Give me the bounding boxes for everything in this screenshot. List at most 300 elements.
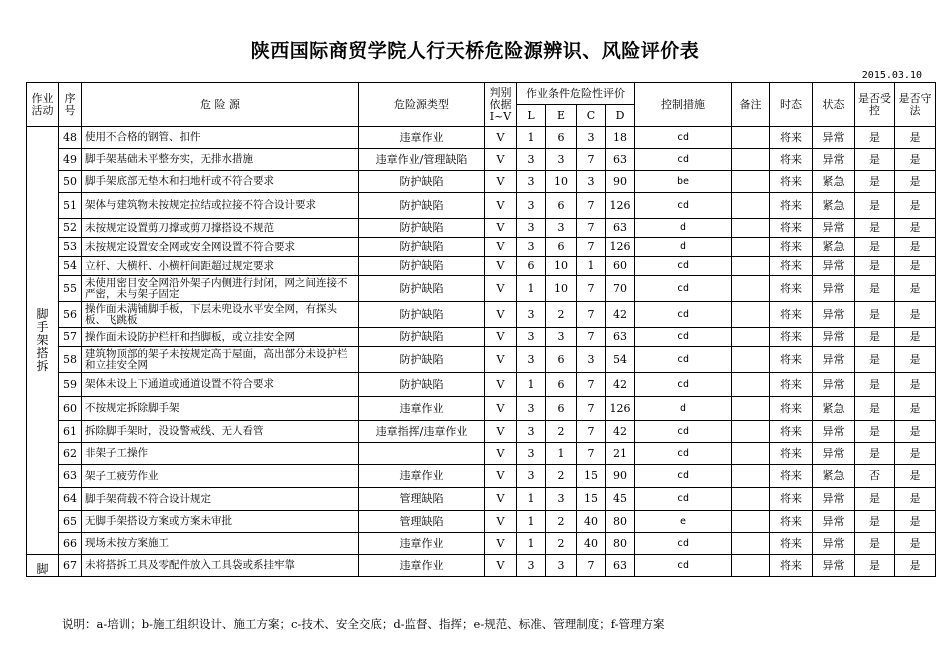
- control-cell: cd: [635, 373, 732, 397]
- header-c: C: [577, 105, 606, 127]
- l-cell: 3: [517, 465, 546, 488]
- c-cell: 7: [577, 276, 606, 302]
- c-cell: 7: [577, 373, 606, 397]
- legal-cell: 是: [895, 465, 936, 488]
- e-cell: 2: [546, 533, 577, 555]
- d-cell: 90: [606, 465, 635, 488]
- l-cell: 3: [517, 421, 546, 443]
- activity-cell: [27, 127, 59, 555]
- state-cell: 紧急: [813, 171, 855, 193]
- l-cell: 3: [517, 347, 546, 373]
- e-cell: 3: [546, 219, 577, 238]
- l-cell: 3: [517, 193, 546, 219]
- c-cell: 7: [577, 328, 606, 347]
- remark-cell: [732, 328, 770, 347]
- basis-cell: V: [485, 421, 517, 443]
- legal-cell: 是: [895, 238, 936, 257]
- legal-cell: 是: [895, 397, 936, 421]
- c-cell: 7: [577, 219, 606, 238]
- l-cell: 3: [517, 238, 546, 257]
- c-cell: 40: [577, 511, 606, 533]
- hazard-cell: 操作面未满铺脚手板，下层未兜设水平安全网，有探头板、飞跳板: [82, 302, 359, 328]
- state-cell: 异常: [813, 421, 855, 443]
- control-cell: cd: [635, 533, 732, 555]
- d-cell: 63: [606, 328, 635, 347]
- header-tense: 时态: [770, 83, 813, 127]
- table-body: [27, 127, 936, 577]
- control-cell: cd: [635, 555, 732, 577]
- seq-cell: 54: [59, 257, 82, 276]
- hazard-type-cell: 防护缺陷: [359, 302, 485, 328]
- header-activity: 作业活动: [27, 83, 59, 127]
- control-cell: cd: [635, 488, 732, 511]
- legal-cell: 是: [895, 533, 936, 555]
- hazard-cell: 脚手架底部无垫木和扫地杆或不符合要求: [82, 171, 359, 193]
- header-controlled: 是否受控: [855, 83, 895, 127]
- seq-cell: 52: [59, 219, 82, 238]
- l-cell: 3: [517, 171, 546, 193]
- control-cell: cd: [635, 276, 732, 302]
- hazard-cell: 未按规定设置剪刀撑或剪刀撑搭设不规范: [82, 219, 359, 238]
- seq-cell: 59: [59, 373, 82, 397]
- tense-cell: 将来: [770, 397, 813, 421]
- e-cell: 6: [546, 238, 577, 257]
- d-cell: 54: [606, 347, 635, 373]
- state-cell: 异常: [813, 373, 855, 397]
- basis-cell: V: [485, 488, 517, 511]
- c-cell: 3: [577, 347, 606, 373]
- hazard-type-cell: 违章作业: [359, 465, 485, 488]
- remark-cell: [732, 555, 770, 577]
- risk-table-container: [26, 82, 932, 599]
- activity-cell-next: 脚: [27, 555, 59, 577]
- seq-cell: 49: [59, 149, 82, 171]
- basis-cell: V: [485, 127, 517, 149]
- control-cell: d: [635, 219, 732, 238]
- state-cell: 异常: [813, 219, 855, 238]
- header-hazard-type: 危险源类型: [359, 83, 485, 127]
- header-hazard: 危 险 源: [82, 83, 359, 127]
- control-cell: cd: [635, 149, 732, 171]
- hazard-type-cell: 违章作业: [359, 127, 485, 149]
- legal-cell: 是: [895, 347, 936, 373]
- header-l: L: [517, 105, 546, 127]
- control-cell: cd: [635, 257, 732, 276]
- c-cell: 7: [577, 397, 606, 421]
- state-cell: 紧急: [813, 238, 855, 257]
- state-cell: 异常: [813, 328, 855, 347]
- control-cell: be: [635, 171, 732, 193]
- seq-cell: 57: [59, 328, 82, 347]
- remark-cell: [732, 533, 770, 555]
- e-cell: 6: [546, 127, 577, 149]
- table-row: [27, 443, 936, 465]
- hazard-cell: 使用不合格的钢管、扣件: [82, 127, 359, 149]
- hazard-cell: 非架子工操作: [82, 443, 359, 465]
- basis-cell: V: [485, 533, 517, 555]
- controlled-cell: 是: [855, 127, 895, 149]
- seq-cell: 51: [59, 193, 82, 219]
- d-cell: 42: [606, 302, 635, 328]
- basis-cell: V: [485, 347, 517, 373]
- table-row: [27, 347, 936, 373]
- hazard-cell: 操作面未设防护栏杆和挡脚板，或立挂安全网: [82, 328, 359, 347]
- legend-note: 说明：a-培训；b-施工组织设计、施工方案；c-技术、安全交底；d-监督、指挥；e-规范、标准、管理制度；f-管理方案: [62, 617, 665, 631]
- hazard-type-cell: 防护缺陷: [359, 171, 485, 193]
- table-row: [27, 373, 936, 397]
- legal-cell: 是: [895, 328, 936, 347]
- controlled-cell: 是: [855, 511, 895, 533]
- control-cell: cd: [635, 465, 732, 488]
- l-cell: 1: [517, 488, 546, 511]
- e-cell: 2: [546, 511, 577, 533]
- l-cell: 1: [517, 511, 546, 533]
- basis-cell: V: [485, 397, 517, 421]
- hazard-cell: 架体与建筑物未按规定拉结或拉接不符合设计要求: [82, 193, 359, 219]
- e-cell: 3: [546, 555, 577, 577]
- hazard-type-cell: 防护缺陷: [359, 373, 485, 397]
- basis-cell: V: [485, 511, 517, 533]
- hazard-type-cell: 违章作业: [359, 533, 485, 555]
- seq-cell: 50: [59, 171, 82, 193]
- e-cell: 6: [546, 373, 577, 397]
- header-basis: 判别依据I~V: [485, 83, 517, 127]
- state-cell: 异常: [813, 488, 855, 511]
- l-cell: 1: [517, 533, 546, 555]
- controlled-cell: 是: [855, 257, 895, 276]
- c-cell: 3: [577, 127, 606, 149]
- header-state: 状态: [813, 83, 855, 127]
- controlled-cell: 是: [855, 421, 895, 443]
- hazard-type-cell: 防护缺陷: [359, 219, 485, 238]
- c-cell: 15: [577, 488, 606, 511]
- state-cell: 异常: [813, 127, 855, 149]
- state-cell: 异常: [813, 257, 855, 276]
- control-cell: e: [635, 511, 732, 533]
- d-cell: 90: [606, 171, 635, 193]
- remark-cell: [732, 511, 770, 533]
- table-row: [27, 421, 936, 443]
- control-cell: cd: [635, 328, 732, 347]
- table-row: [27, 238, 936, 257]
- state-cell: 异常: [813, 276, 855, 302]
- c-cell: 15: [577, 465, 606, 488]
- d-cell: 63: [606, 149, 635, 171]
- c-cell: 7: [577, 193, 606, 219]
- header-seq: 序号: [59, 83, 82, 127]
- legal-cell: 是: [895, 488, 936, 511]
- table-row: [27, 171, 936, 193]
- hazard-cell: 立杆、大横杆、小横杆间距超过规定要求: [82, 257, 359, 276]
- l-cell: 3: [517, 328, 546, 347]
- d-cell: 126: [606, 397, 635, 421]
- tense-cell: 将来: [770, 238, 813, 257]
- tense-cell: 将来: [770, 465, 813, 488]
- d-cell: 60: [606, 257, 635, 276]
- e-cell: 6: [546, 347, 577, 373]
- table-row: [27, 488, 936, 511]
- d-cell: 80: [606, 533, 635, 555]
- controlled-cell: 是: [855, 238, 895, 257]
- legal-cell: 是: [895, 373, 936, 397]
- l-cell: 3: [517, 443, 546, 465]
- state-cell: 紧急: [813, 465, 855, 488]
- l-cell: 1: [517, 276, 546, 302]
- controlled-cell: 是: [855, 397, 895, 421]
- hazard-type-cell: 管理缺陷: [359, 511, 485, 533]
- table-row: [27, 276, 936, 302]
- legal-cell: 是: [895, 555, 936, 577]
- hazard-cell: 脚手架荷载不符合设计规定: [82, 488, 359, 511]
- legal-cell: 是: [895, 127, 936, 149]
- seq-cell: 61: [59, 421, 82, 443]
- control-cell: d: [635, 238, 732, 257]
- basis-cell: V: [485, 257, 517, 276]
- remark-cell: [732, 373, 770, 397]
- tense-cell: 将来: [770, 193, 813, 219]
- d-cell: 42: [606, 421, 635, 443]
- remark-cell: [732, 238, 770, 257]
- hazard-type-cell: 防护缺陷: [359, 276, 485, 302]
- legal-cell: 是: [895, 219, 936, 238]
- l-cell: 1: [517, 373, 546, 397]
- state-cell: 紧急: [813, 397, 855, 421]
- e-cell: 2: [546, 302, 577, 328]
- remark-cell: [732, 443, 770, 465]
- e-cell: 6: [546, 193, 577, 219]
- legal-cell: 是: [895, 302, 936, 328]
- basis-cell: V: [485, 465, 517, 488]
- c-cell: 7: [577, 421, 606, 443]
- controlled-cell: 是: [855, 149, 895, 171]
- c-cell: 7: [577, 443, 606, 465]
- hazard-type-cell: 违章指挥/违章作业: [359, 421, 485, 443]
- header-eval-group: 作业条件危险性评价: [517, 83, 635, 105]
- c-cell: 3: [577, 171, 606, 193]
- header-e: E: [546, 105, 577, 127]
- control-cell: cd: [635, 193, 732, 219]
- header-d: D: [606, 105, 635, 127]
- hazard-type-cell: 违章作业/管理缺陷: [359, 149, 485, 171]
- tense-cell: 将来: [770, 302, 813, 328]
- l-cell: 3: [517, 219, 546, 238]
- l-cell: 1: [517, 127, 546, 149]
- remark-cell: [732, 127, 770, 149]
- e-cell: 3: [546, 149, 577, 171]
- hazard-type-cell: 防护缺陷: [359, 193, 485, 219]
- table-row: [27, 397, 936, 421]
- l-cell: 3: [517, 302, 546, 328]
- tense-cell: 将来: [770, 511, 813, 533]
- state-cell: 异常: [813, 555, 855, 577]
- seq-cell: 55: [59, 276, 82, 302]
- controlled-cell: 是: [855, 219, 895, 238]
- basis-cell: V: [485, 238, 517, 257]
- tense-cell: 将来: [770, 421, 813, 443]
- control-cell: cd: [635, 302, 732, 328]
- remark-cell: [732, 257, 770, 276]
- legal-cell: 是: [895, 511, 936, 533]
- basis-cell: V: [485, 149, 517, 171]
- tense-cell: 将来: [770, 257, 813, 276]
- table-row: [27, 465, 936, 488]
- tense-cell: 将来: [770, 373, 813, 397]
- tense-cell: 将来: [770, 171, 813, 193]
- basis-cell: V: [485, 219, 517, 238]
- controlled-cell: 是: [855, 443, 895, 465]
- d-cell: 45: [606, 488, 635, 511]
- state-cell: 异常: [813, 149, 855, 171]
- seq-cell: 60: [59, 397, 82, 421]
- l-cell: 3: [517, 149, 546, 171]
- table-row: [27, 511, 936, 533]
- hazard-type-cell: 防护缺陷: [359, 328, 485, 347]
- control-cell: cd: [635, 421, 732, 443]
- seq-cell: 63: [59, 465, 82, 488]
- controlled-cell: 是: [855, 328, 895, 347]
- hazard-cell: 未按规定设置安全网或安全网设置不符合要求: [82, 238, 359, 257]
- remark-cell: [732, 421, 770, 443]
- tense-cell: 将来: [770, 276, 813, 302]
- hazard-type-cell: 违章作业: [359, 397, 485, 421]
- e-cell: 2: [546, 465, 577, 488]
- e-cell: 6: [546, 397, 577, 421]
- c-cell: 7: [577, 555, 606, 577]
- l-cell: 3: [517, 555, 546, 577]
- e-cell: 10: [546, 171, 577, 193]
- c-cell: 40: [577, 533, 606, 555]
- d-cell: 42: [606, 373, 635, 397]
- controlled-cell: 是: [855, 488, 895, 511]
- basis-cell: V: [485, 276, 517, 302]
- seq-cell: 56: [59, 302, 82, 328]
- remark-cell: [732, 347, 770, 373]
- seq-cell: 48: [59, 127, 82, 149]
- controlled-cell: 是: [855, 171, 895, 193]
- table-row: [27, 302, 936, 328]
- remark-cell: [732, 171, 770, 193]
- e-cell: 1: [546, 443, 577, 465]
- risk-assessment-table: [26, 82, 936, 577]
- control-cell: cd: [635, 127, 732, 149]
- table-row: [27, 533, 936, 555]
- table-row: [27, 257, 936, 276]
- basis-cell: V: [485, 328, 517, 347]
- legal-cell: 是: [895, 171, 936, 193]
- hazard-cell: 架子工疲劳作业: [82, 465, 359, 488]
- controlled-cell: 是: [855, 193, 895, 219]
- tense-cell: 将来: [770, 219, 813, 238]
- controlled-cell: 是: [855, 533, 895, 555]
- tense-cell: 将来: [770, 149, 813, 171]
- e-cell: 10: [546, 276, 577, 302]
- seq-cell: 67: [59, 555, 82, 577]
- table-row: [27, 127, 936, 149]
- page-title: 陕西国际商贸学院人行天桥危险源辨识、风险评价表: [250, 40, 700, 62]
- hazard-cell: 现场未按方案施工: [82, 533, 359, 555]
- state-cell: 紧急: [813, 193, 855, 219]
- hazard-cell: 未将搭拆工具及零配件放入工具袋或系挂牢靠: [82, 555, 359, 577]
- e-cell: 3: [546, 328, 577, 347]
- state-cell: 异常: [813, 533, 855, 555]
- table-row: [27, 149, 936, 171]
- seq-cell: 62: [59, 443, 82, 465]
- hazard-cell: 不按规定拆除脚手架: [82, 397, 359, 421]
- tense-cell: 将来: [770, 347, 813, 373]
- basis-cell: V: [485, 555, 517, 577]
- basis-cell: V: [485, 193, 517, 219]
- hazard-type-cell: 违章作业: [359, 555, 485, 577]
- activity-label: 脚手架搭拆: [36, 307, 49, 373]
- d-cell: 126: [606, 193, 635, 219]
- l-cell: 6: [517, 257, 546, 276]
- legal-cell: 是: [895, 421, 936, 443]
- legal-cell: 是: [895, 276, 936, 302]
- seq-cell: 66: [59, 533, 82, 555]
- e-cell: 10: [546, 257, 577, 276]
- controlled-cell: 是: [855, 302, 895, 328]
- hazard-cell: 建筑物顶部的架子未按规定高于屋面，高出部分未设护栏和立挂安全网: [82, 347, 359, 373]
- table-row: [27, 193, 936, 219]
- hazard-type-cell: 防护缺陷: [359, 347, 485, 373]
- l-cell: 3: [517, 397, 546, 421]
- c-cell: 7: [577, 238, 606, 257]
- hazard-type-cell: 管理缺陷: [359, 488, 485, 511]
- tense-cell: 将来: [770, 443, 813, 465]
- state-cell: 异常: [813, 302, 855, 328]
- legal-cell: 是: [895, 443, 936, 465]
- hazard-type-cell: 防护缺陷: [359, 238, 485, 257]
- table-header: [27, 83, 936, 127]
- e-cell: 3: [546, 488, 577, 511]
- seq-cell: 64: [59, 488, 82, 511]
- tense-cell: 将来: [770, 488, 813, 511]
- tense-cell: 将来: [770, 533, 813, 555]
- c-cell: 7: [577, 302, 606, 328]
- basis-cell: V: [485, 443, 517, 465]
- d-cell: 21: [606, 443, 635, 465]
- table-row: [27, 555, 936, 577]
- basis-cell: V: [485, 373, 517, 397]
- header-remark: 备注: [732, 83, 770, 127]
- d-cell: 70: [606, 276, 635, 302]
- d-cell: 63: [606, 555, 635, 577]
- basis-cell: V: [485, 171, 517, 193]
- c-cell: 7: [577, 149, 606, 171]
- remark-cell: [732, 397, 770, 421]
- e-cell: 2: [546, 421, 577, 443]
- legal-cell: 是: [895, 193, 936, 219]
- controlled-cell: 是: [855, 373, 895, 397]
- hazard-cell: 未使用密目安全网沿外架子内侧进行封闭，网之间连接不严密，未与架子固定: [82, 276, 359, 302]
- remark-cell: [732, 276, 770, 302]
- remark-cell: [732, 149, 770, 171]
- seq-cell: 53: [59, 238, 82, 257]
- tense-cell: 将来: [770, 328, 813, 347]
- remark-cell: [732, 219, 770, 238]
- legal-cell: 是: [895, 149, 936, 171]
- header-legal: 是否守法: [895, 83, 936, 127]
- legal-cell: 是: [895, 257, 936, 276]
- table-row: [27, 219, 936, 238]
- table-row: [27, 328, 936, 347]
- remark-cell: [732, 193, 770, 219]
- hazard-cell: 无脚手架搭设方案或方案未审批: [82, 511, 359, 533]
- remark-cell: [732, 302, 770, 328]
- d-cell: 63: [606, 219, 635, 238]
- controlled-cell: 是: [855, 347, 895, 373]
- document-date: 2015.03.10: [861, 70, 922, 81]
